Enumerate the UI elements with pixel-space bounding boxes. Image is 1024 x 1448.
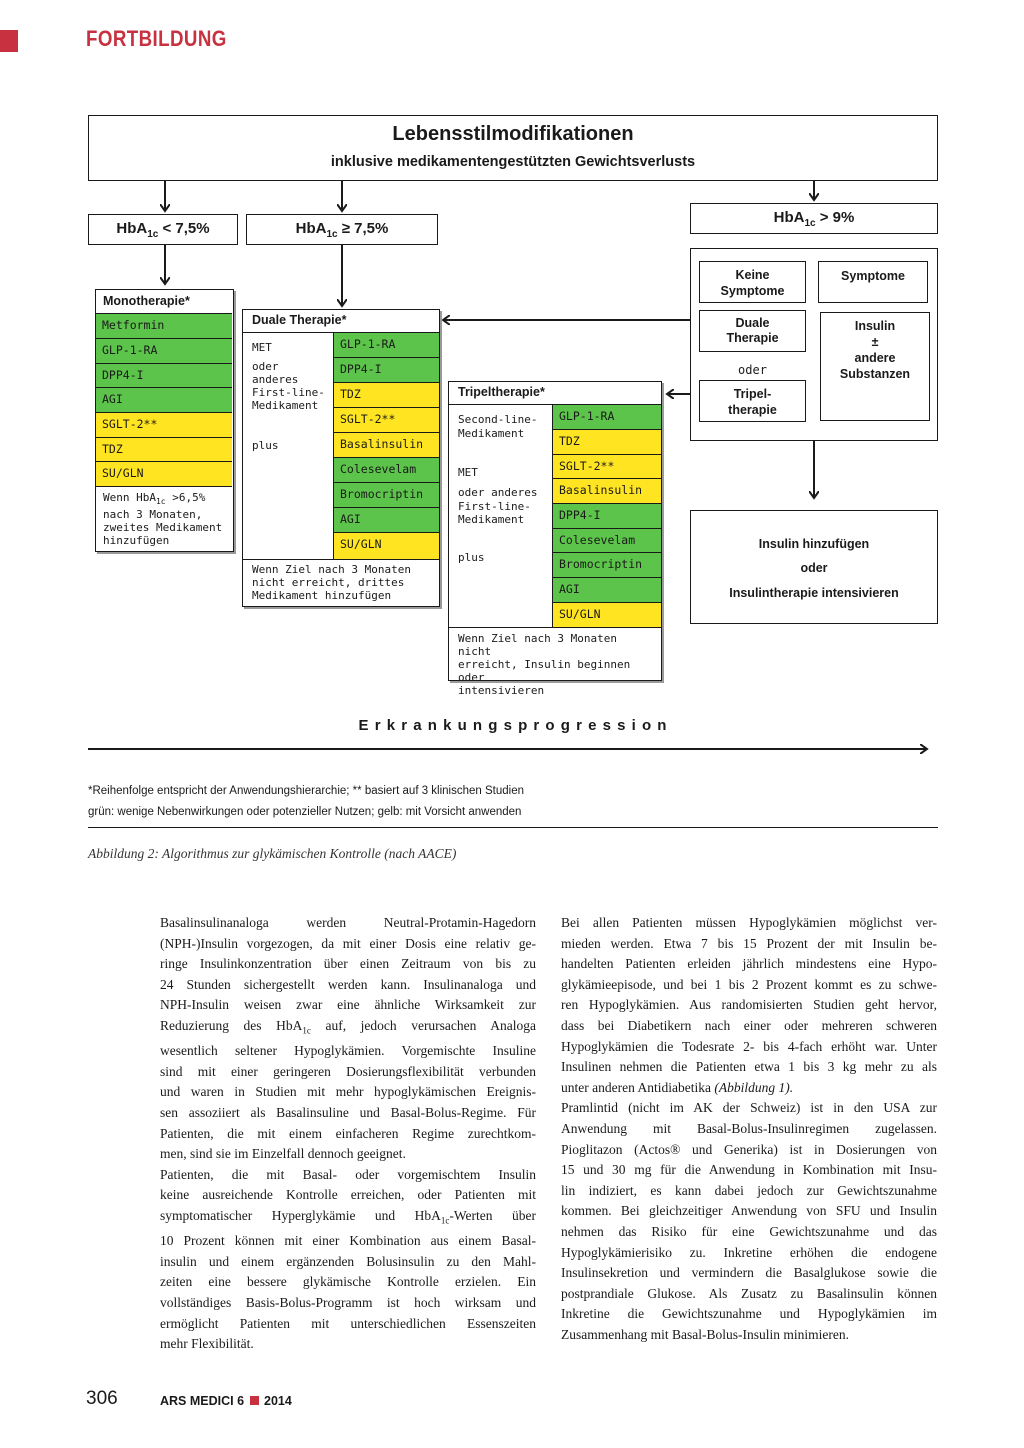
mono-note-l1-sub: 1c xyxy=(155,497,166,507)
symptoms-label: Symptome xyxy=(841,269,905,283)
symptoms-box xyxy=(818,261,928,303)
dual-therapy-note xyxy=(243,559,439,605)
dual-left-met: MET xyxy=(252,341,272,354)
dual-left-med: Medikament xyxy=(252,399,319,412)
section-title: FORTBILDUNG xyxy=(86,26,227,51)
text-line xyxy=(160,1206,536,1231)
text-line: Hypoglykämien die Todesrate 2- bis 4-fach erhöht war. Unter xyxy=(561,1038,937,1054)
no-symptoms-box xyxy=(699,261,806,303)
triple-item: Colesevelam xyxy=(553,528,661,552)
progression-label: E r k r a n k u n g s p r o g r e s s i o n xyxy=(358,717,668,734)
body-column-left xyxy=(160,913,536,1355)
dual-therapy-box xyxy=(242,309,440,607)
lifestyle-title: Lebensstilmodifikationen xyxy=(392,123,634,145)
hba-high-post: > 9% xyxy=(815,209,855,226)
triple-option-l2: therapie xyxy=(728,403,777,417)
legend-line2: grün: wenige Nebenwirkungen oder potenzieller Nutzen; gelb: mit Vorsicht anwenden xyxy=(88,806,522,818)
triple-left-med2: Medikament xyxy=(458,513,525,526)
hba-high-pre: HbA xyxy=(773,209,805,226)
text-line: ringe Insulinkonzentration über einen Zeitraum von bis zu xyxy=(160,956,536,972)
text-span: symptomatischer Hyperglykämie und HbA xyxy=(160,1208,441,1223)
mono-item: SGLT-2** xyxy=(96,412,232,437)
dual-note-l2: nicht erreicht, drittes xyxy=(252,576,405,589)
text-line: insulin und einem ergänzenden Bolusinsulin zu den Mahl- xyxy=(160,1253,536,1269)
insulin-option-box xyxy=(820,312,930,421)
lifestyle-subtitle: inklusive medikamentengestützten Gewichtsverlusts xyxy=(330,154,696,170)
text-line: dass bei Diabetikern nach einer oder mehreren schweren xyxy=(561,1017,937,1033)
text-line: Basalinsulinanaloga werden Neutral-Protamin-Hagedorn xyxy=(160,915,536,930)
dual-item: Bromocriptin xyxy=(334,482,439,507)
dual-left-first: First-line- xyxy=(252,386,325,399)
text-line xyxy=(561,1078,937,1099)
text-span: auf, jedoch verursachen Analoga xyxy=(310,1017,536,1033)
text-line: Bei allen Patienten müssen Hypoglykämien möglichst ver- xyxy=(561,915,937,930)
mono-item: SU/GLN xyxy=(96,461,232,486)
text-sub: 1c xyxy=(302,1025,311,1036)
hba-low-sub: 1c xyxy=(147,229,159,240)
text-line: Patienten, die mit Basal- oder vorgemischtem Insulin xyxy=(160,1166,536,1182)
dual-item: SU/GLN xyxy=(334,532,439,559)
triple-item: SGLT-2** xyxy=(553,454,661,478)
dual-note-l3: Medikament hinzufügen xyxy=(252,589,392,602)
text-line: lin indiziert, es kann dabei jedoch zur Gewichtszunahme xyxy=(561,1182,937,1198)
dual-option-l1: Duale xyxy=(735,316,770,330)
mono-item: TDZ xyxy=(96,437,232,461)
figure-reference: (Abbildung 1). xyxy=(714,1079,794,1095)
monotherapy-box xyxy=(95,289,234,552)
dual-item: AGI xyxy=(334,507,439,532)
text-line: Pioglitazon (Actos® und Generika) ist in Dosierungen von xyxy=(561,1141,937,1157)
hba-low-box xyxy=(88,214,238,245)
triple-item: DPP4-I xyxy=(553,503,661,528)
hba-mid-box xyxy=(246,214,438,245)
text-line: Zusammenhang mit Basal-Bolus-Insulin minimieren. xyxy=(561,1326,849,1342)
mono-note-l1-pre: Wenn HbA xyxy=(103,491,156,504)
mono-note-l2: nach 3 Monaten, xyxy=(103,508,203,522)
insulin-option-l4: Substanzen xyxy=(839,367,911,381)
triple-therapy-box xyxy=(448,381,662,697)
add-insulin-l2: oder xyxy=(800,561,828,575)
triple-item: GLP-1-RA xyxy=(553,404,661,429)
text-sub: 1c xyxy=(440,1215,450,1226)
triple-item: SU/GLN xyxy=(553,602,661,627)
text-line: sind mit einer geringeren Dosierungsflexibilität verbunden xyxy=(160,1063,536,1079)
text-line: Hypoglykämierisiko zu. Inkretine erhöhen die endogene xyxy=(561,1244,937,1260)
mono-item: DPP4-I xyxy=(96,363,232,387)
text-line xyxy=(160,1016,536,1041)
add-insulin-l1: Insulin hinzufügen xyxy=(758,537,870,551)
text-line: men, sind sie im Einzelfall dennoch geeignet. xyxy=(160,1146,406,1162)
dual-left-column xyxy=(243,332,334,559)
dual-option-box xyxy=(699,310,806,352)
page-number: 306 xyxy=(86,1388,118,1409)
hba-high-box xyxy=(690,203,938,234)
text-line: 24 Stunden sichergestellt werden kann. Insulinanaloga und xyxy=(160,976,536,992)
text-line: sen assoziiert als Basalinsuline und Basal-Bolus-Regime. Für xyxy=(160,1105,536,1121)
text-span: -Werten über xyxy=(449,1208,536,1223)
mono-item: GLP-1-RA xyxy=(96,338,232,363)
figure-caption: Abbildung 2: Algorithmus zur glykämischen Kontrolle (nach AACE) xyxy=(88,846,457,861)
text-line: kommen. Bei gleichzeitiger Anwendung von SFU und Insulin xyxy=(561,1203,937,1219)
text-line: 10 Prozent können mit einer Kombination aus einem Basal- xyxy=(160,1233,536,1249)
dual-left-plus: plus xyxy=(252,439,279,452)
triple-left-med: Medikament xyxy=(458,427,525,440)
triple-note-l1: Wenn Ziel nach 3 Monaten nicht xyxy=(458,632,617,658)
triple-therapy-note xyxy=(449,627,661,701)
text-line: Patienten, die mit einem einfacheren Regime zurechtkom- xyxy=(160,1125,536,1141)
text-line: handelten Patienten erleiden jährlich mindestens eine Hypo- xyxy=(561,956,937,972)
dual-left-anderes: anderes xyxy=(252,373,299,386)
text-line: und waren in Studien mit mehr hypoglykämischen Ereignis- xyxy=(160,1084,536,1100)
triple-therapy-title: Tripeltherapie* xyxy=(458,385,545,399)
triple-left-second: Second-line- xyxy=(458,413,538,426)
dual-option-l2: Therapie xyxy=(726,331,779,345)
dual-item: Basalinsulin xyxy=(334,432,439,457)
mono-item: AGI xyxy=(96,387,232,412)
hba-mid-post: ≥ 7,5% xyxy=(337,220,389,237)
journal-year: 2014 xyxy=(264,1394,292,1408)
legend-line1: *Reihenfolge entspricht der Anwendungshierarchie; ** basiert auf 3 klinischen Studien xyxy=(88,785,524,797)
text-line: Insulinen nehmen die Patienten etwa 1 bis 3 kg mehr zu als xyxy=(561,1059,937,1075)
text-line: Anwendung mit Basal-Bolus-Insulinregimen zugelassen. xyxy=(561,1120,937,1136)
text-line: glykämieepisode, und bei 1 bis 2 Prozent kommt es zu schwe- xyxy=(561,976,937,992)
hba-high-sub: 1c xyxy=(804,218,816,229)
text-line: vollständiges Basis-Bolus-Programm ist hoch wirksam und xyxy=(160,1295,536,1311)
triple-item: AGI xyxy=(553,577,661,602)
legend-divider xyxy=(88,827,938,828)
or-label: oder xyxy=(738,363,767,377)
dual-item: TDZ xyxy=(334,382,439,407)
dual-note-l1: Wenn Ziel nach 3 Monaten xyxy=(252,563,411,576)
text-line: Pramlintid (nicht im AK der Schweiz) ist in den USA zur xyxy=(561,1100,937,1116)
text-span: unter anderen Antidiabetika xyxy=(561,1079,715,1095)
text-line: postprandiale Glukose. Als Zusatz zu Basalinsulin können xyxy=(561,1285,937,1301)
text-line: NPH-Insulin weisen zwar eine ähnliche Wirksamkeit zur xyxy=(160,997,536,1013)
no-symptoms-l1: Keine xyxy=(735,268,770,282)
text-span: Reduzierung des HbA xyxy=(160,1017,303,1033)
body-column-right xyxy=(561,913,937,1345)
text-line: keine ausreichende Kontrolle erreichen, oder Patienten mit xyxy=(160,1187,536,1203)
text-line: mehr Flexibilität. xyxy=(160,1336,254,1352)
triple-left-column xyxy=(449,404,553,627)
text-line: zeiten eine bessere glykämische Kontrolle erzielen. Ein xyxy=(160,1274,536,1290)
journal-name: ARS MEDICI 6 xyxy=(160,1394,245,1408)
mono-item: Metformin xyxy=(96,313,232,338)
triple-item: TDZ xyxy=(553,429,661,454)
text-line: Inkretine die Gewichtszunahme und Hypoglykämien im xyxy=(561,1306,937,1322)
triple-left-met: MET xyxy=(458,466,478,479)
triple-note-l3: intensivieren xyxy=(458,684,545,697)
monotherapy-title: Monotherapie* xyxy=(103,294,190,308)
dual-item: DPP4-I xyxy=(334,357,439,382)
insulin-option-l1: Insulin xyxy=(854,319,896,333)
hba-low-post: < 7,5% xyxy=(158,220,210,237)
triple-item: Bromocriptin xyxy=(553,552,661,577)
dual-item: GLP-1-RA xyxy=(334,332,439,357)
text-line: wesentlich seltener Hypoglykämien. Vorgemischte Insuline xyxy=(160,1043,536,1059)
text-line: 15 und 30 mg für die Anwendung in Kombination mit Insu- xyxy=(561,1162,937,1178)
journal-footer xyxy=(160,1394,292,1408)
mono-note-l4: hinzufügen xyxy=(103,534,170,548)
add-insulin-l3: Insulintherapie intensivieren xyxy=(729,586,899,600)
dual-item: SGLT-2** xyxy=(334,407,439,432)
text-line: ermöglicht Patienten mit unterschiedlichen Essenszeiten xyxy=(160,1315,536,1331)
triple-left-oder: oder anderes xyxy=(458,486,538,499)
triple-item: Basalinsulin xyxy=(553,478,661,503)
insulin-option-l2: ± xyxy=(871,335,879,349)
triple-left-plus: plus xyxy=(458,551,485,564)
mono-note-l1-post: >6,5% xyxy=(165,491,206,504)
text-line: ren Hypoglykämien. Aus randomisierten Studien geht hervor, xyxy=(561,997,937,1013)
add-insulin-box xyxy=(690,510,938,624)
lifestyle-box xyxy=(88,115,938,181)
dual-therapy-title: Duale Therapie* xyxy=(252,313,347,327)
triple-option-l1: Tripel- xyxy=(733,387,772,401)
triple-option-box xyxy=(699,380,806,422)
triple-note-l2: erreicht, Insulin beginnen oder xyxy=(458,658,631,684)
hba-mid-pre: HbA xyxy=(295,220,327,237)
text-line: mieden werden. Etwa 7 bis 15 Prozent der mit Insulin be- xyxy=(561,935,937,951)
text-line: nehmen das Risiko für eine Gewichtszunahme und das xyxy=(561,1223,937,1239)
dual-left-oder: oder xyxy=(252,360,279,373)
mono-note-l3: zweites Medikament xyxy=(103,521,223,535)
text-line: Insulinsekretion und vermindern die Basalglukose sowie die xyxy=(561,1265,937,1281)
text-line: (NPH-)Insulin vorgezogen, da mit einer Dosis eine relativ ge- xyxy=(160,935,536,951)
insulin-option-l3: andere xyxy=(854,351,896,365)
hba-mid-sub: 1c xyxy=(326,229,338,240)
hba-low-pre: HbA xyxy=(116,220,148,237)
triple-left-first: First-line- xyxy=(458,500,531,513)
monotherapy-note xyxy=(96,486,232,551)
no-symptoms-l2: Symptome xyxy=(720,284,785,298)
footer-square xyxy=(250,1396,259,1405)
dual-item: Colesevelam xyxy=(334,457,439,482)
